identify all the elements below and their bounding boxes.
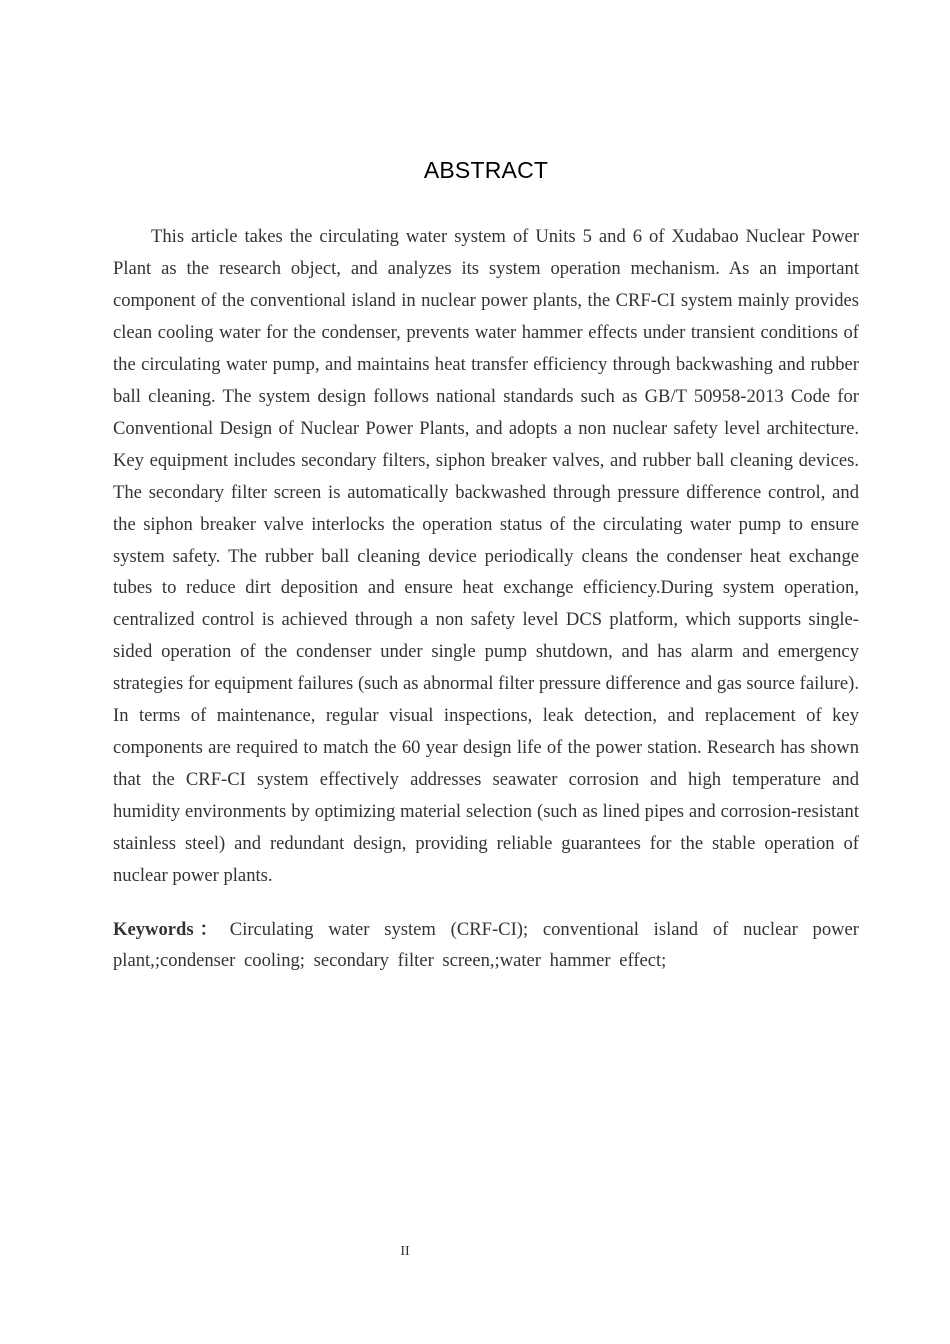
keywords-colon: ：: [193, 919, 224, 940]
keywords-text: Circulating water system (CRF-CI); conventional island of nuclear power plant,;condenser cooling; secondary filter screen,;water hammer effect;: [113, 919, 860, 971]
abstract-title: ABSTRACT: [423, 157, 549, 183]
keywords-label: Keywords: [113, 919, 194, 940]
abstract-body: This article takes the circulating water system of Units 5 and 6 of Xudabao Nuclear Power Plant as the research object, and analyzes its system operation mechanism. As an important component of the conventional island in nuclear power plants, the CRF-CI system mainly provides clean cooling water for the condenser, prevents water hammer effects under transient conditions of the circulating water pump, and maintains heat transfer efficiency through backwashing and rubber ball cleaning. The system design follows national standards such as GB/T 50958-2013 Code for Conventional Design of Nuclear Power Plants, and adopts a non nuclear safety level architecture. Key equipment includes secondary filters, siphon breaker valves, and rubber ball cleaning devices. The secondary filter screen is automatically backwashed through pressure difference control, and the siphon breaker valve interlocks the operation status of the circulating water pump to ensure system safety. The rubber ball cleaning device periodically cleans the condenser heat exchange tubes to reduce dirt deposition and ensure heat exchange efficiency.During system operation, centralized control is achieved through a non safety level DCS platform, which supports single-sided operation of the condenser under single pump shutdown, and has alarm and emergency strategies for equipment failures (such as abnormal filter pressure difference and gas source failure). In terms of maintenance, regular visual inspections, leak detection, and replacement of key components are required to match the 60 year design life of the power station. Research has shown that the CRF-CI system effectively addresses seawater corrosion and high temperature and humidity environments by optimizing material selection (such as lined pipes and corrosion-resistant stainless steel) and redundant design, providing reliable guarantees for the stable operation of nuclear power plants.: [113, 226, 859, 887]
page-number: II: [400, 1244, 410, 1259]
keywords-paragraph: [113, 914, 859, 976]
